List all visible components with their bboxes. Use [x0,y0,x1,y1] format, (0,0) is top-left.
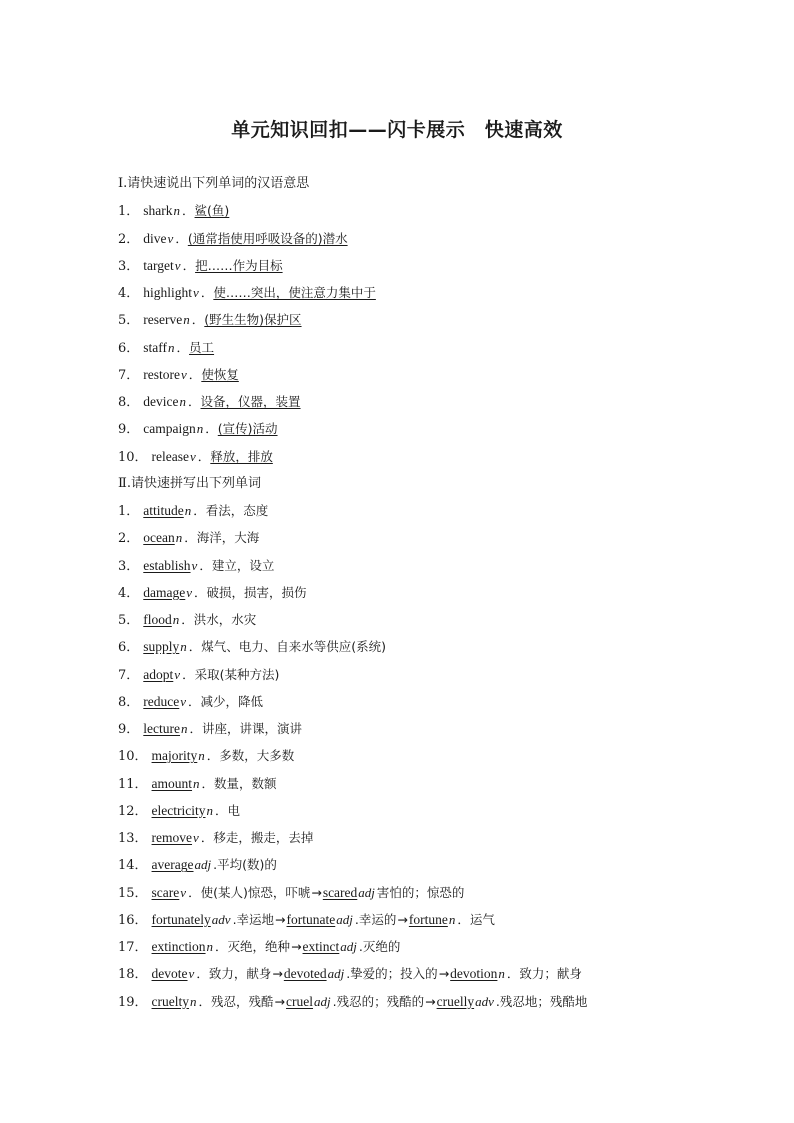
chinese-meaning: ．洪水，水灾 [181,612,257,627]
document-body [118,170,738,1015]
spelled-word-answer: establish [143,557,191,573]
separator: ． [188,366,202,382]
english-word: restore [143,366,181,382]
part-of-speech: n [196,421,204,437]
part-of-speech: v [180,693,187,709]
part-of-speech: adv [475,993,494,1009]
spelled-word-answer: fortunate [286,911,336,927]
part-of-speech: n [173,203,181,219]
list-item [118,225,738,252]
chinese-meaning-answer: 使……突出，使注意力集中于 [213,285,376,300]
chinese-meaning-answer: (宣传)活动 [217,421,278,437]
separator: ． [175,230,188,246]
chinese-meaning: ．多数，大多数 [206,748,295,764]
list-item [118,933,738,960]
spelled-word-answer: devotion [450,966,498,982]
list-item [118,524,738,551]
separator: ． [182,203,195,219]
list-item [118,742,738,769]
part-of-speech: n [175,530,183,546]
separator: ． [191,312,205,328]
derivation-arrow: → [438,966,450,982]
spelled-word-answer: flood [143,612,172,627]
item-number: 6． [118,640,140,656]
separator: ． [200,285,214,300]
spelled-word-answer: ocean [143,530,175,546]
spelled-word-answer: lecture [143,721,181,736]
spelled-word-answer: fortunately [151,911,211,927]
spelled-word-answer: scared [322,884,358,900]
spelled-word-answer: scare [151,884,180,900]
separator: ． [197,448,211,464]
english-word: release [151,448,190,464]
chinese-meaning: .残忍的；残酷的 [332,993,425,1009]
chinese-meaning: ．数量，数额 [201,775,277,791]
item-number: 11． [118,776,148,792]
chinese-meaning: ．移走，搬走，去掉 [200,830,314,845]
part-of-speech: n [183,312,190,328]
chinese-meaning: ．致力，献身 [196,966,272,982]
part-of-speech: n [193,775,200,791]
chinese-meaning: ．讲座，讲课，演讲 [189,721,303,736]
list-item [118,688,738,715]
derivation-arrow: → [425,993,436,1009]
item-number: 18． [118,967,148,983]
list-item [118,851,738,878]
chinese-meaning-answer: 设备，仪器，装置 [200,394,301,409]
part-of-speech: adj [314,993,331,1009]
chinese-meaning-answer: 释放，排放 [210,448,273,464]
list-item [118,579,738,606]
part-of-speech: n [179,394,187,409]
derivation-arrow: → [272,966,283,982]
item-number: 9． [118,722,140,737]
chinese-meaning-answer: (野生生物)保护区 [204,312,302,328]
spelled-word-answer: average [151,857,194,873]
item-number: 19． [118,994,148,1010]
chinese-meaning: .灭绝的 [358,939,401,954]
item-number: 13． [118,831,148,846]
spelled-word-answer: devoted [283,966,327,982]
item-number: 9． [118,422,140,438]
chinese-meaning: .挚爱的；投入的 [346,966,438,982]
spelled-word-answer: fortune [408,911,448,927]
spelled-word-answer: adopt [143,666,174,682]
derivation-arrow: → [274,993,286,1009]
spelled-word-answer: extinct [302,939,340,954]
spelled-word-answer: supply [143,639,180,655]
item-number: 4． [118,585,140,601]
part-of-speech: adj [194,857,212,873]
derivation-arrow: → [311,884,322,900]
item-number: 7． [118,367,140,383]
list-item [118,497,738,524]
chinese-meaning: ．残忍，残酷 [198,993,274,1009]
part-of-speech: n [498,966,505,982]
chinese-meaning: ．灭绝，绝种 [215,939,291,954]
part-of-speech: v [191,557,198,573]
separator: ． [176,339,190,355]
spelled-word-answer: cruelly [436,993,475,1009]
part-of-speech: v [167,230,174,246]
chinese-meaning: ．海洋，大海 [184,530,260,546]
part-of-speech: n [206,802,214,818]
chinese-meaning: .残忍地；残酷地 [495,993,588,1009]
spelled-word-answer: devote [151,966,188,982]
separator: ． [182,257,196,273]
list-item [118,443,738,470]
chinese-meaning-answer: 把……作为目标 [195,257,283,273]
chinese-meaning: ．电 [215,802,241,818]
english-word: shark [143,203,173,219]
part-of-speech: n [206,939,214,954]
list-item [118,770,738,797]
english-word: campaign [143,421,196,437]
list-item [118,361,738,388]
item-number: 15． [118,885,148,901]
chinese-meaning: ．减少，降低 [188,693,264,709]
english-word: highlight [143,285,193,300]
list-item [118,879,738,906]
chinese-meaning: 害怕的；惊恐的 [376,884,465,900]
list-item [118,606,738,633]
chinese-meaning-answer: 员工 [189,339,215,355]
part-of-speech: v [193,285,199,300]
chinese-meaning: ．破损，损害，损伤 [194,584,307,600]
part-of-speech: n [184,503,192,518]
chinese-meaning: ．使(某人)惊恐，吓唬 [188,884,311,900]
spelled-word-answer: reduce [143,693,180,709]
list-item [118,824,738,851]
part-of-speech: n [448,911,456,927]
derivation-arrow: → [291,939,302,954]
section-2-list [118,497,738,1015]
list-item [118,633,738,660]
part-of-speech: adj [358,884,375,900]
part-of-speech: v [181,366,187,382]
list-item [118,279,738,306]
item-number: 2． [118,531,140,547]
chinese-meaning: .幸运地 [232,911,275,927]
chinese-meaning-answer: 鲨(鱼) [194,203,230,219]
item-number: 17． [118,940,148,955]
chinese-meaning-answer: 使恢复 [201,366,239,382]
item-number: 2． [118,231,140,247]
list-item [118,552,738,579]
item-number: 7． [118,667,140,683]
chinese-meaning: ．煤气、电力、自来水等供应(系统) [188,639,387,655]
english-word: reserve [143,312,183,328]
list-item [118,415,738,442]
part-of-speech: adj [340,939,357,954]
english-word: device [143,394,179,409]
item-number: 12． [118,803,148,819]
part-of-speech: adj [336,911,353,927]
list-item [118,306,738,333]
spelled-word-answer: electricity [151,802,206,818]
part-of-speech: v [193,830,199,845]
chinese-meaning: ．采取(某种方法) [182,666,280,682]
list-item [118,906,738,933]
part-of-speech: n [172,612,180,627]
item-number: 8． [118,395,140,410]
spelled-word-answer: amount [151,775,193,791]
item-number: 14． [118,858,148,874]
chinese-meaning: .平均(数)的 [213,857,277,873]
spelled-word-answer: cruel [286,993,314,1009]
spelled-word-answer: cruelty [151,993,190,1009]
part-of-speech: n [198,748,205,764]
part-of-speech: v [180,884,187,900]
part-of-speech: v [188,966,195,982]
english-word: staff [143,339,168,355]
chinese-meaning: .幸运的 [354,911,397,927]
part-of-speech: v [174,666,181,682]
chinese-meaning-answer: (通常指使用呼吸设备的)潜水 [187,230,348,246]
spelled-word-answer: damage [143,584,186,600]
item-number: 3． [118,258,140,274]
separator: ． [188,394,201,409]
list-item [118,661,738,688]
spelled-word-answer: majority [151,748,198,764]
derivation-arrow: → [397,911,408,927]
chinese-meaning: ．看法，态度 [193,503,269,518]
item-number: 1． [118,504,140,519]
chinese-meaning: ．致力；献身 [506,966,582,982]
part-of-speech: n [181,721,188,736]
part-of-speech: v [186,584,193,600]
item-number: 4． [118,286,140,301]
part-of-speech: v [174,257,181,273]
spelled-word-answer: remove [151,830,193,845]
list-item [118,960,738,987]
list-item [118,252,738,279]
spelled-word-answer: attitude [143,503,184,518]
page-title: 单元知识回扣——闪卡展示 快速高效 [231,119,563,141]
item-number: 8． [118,694,140,710]
item-number: 6． [118,340,140,356]
separator: ． [205,421,218,437]
item-number: 3． [118,558,140,574]
list-item [118,797,738,824]
english-word: target [143,257,174,273]
part-of-speech: adj [327,966,345,982]
part-of-speech: adv [211,911,231,927]
english-word: dive [143,230,167,246]
section-1-heading: Ⅰ.请快速说出下列单词的汉语意思 [118,176,310,191]
list-item [118,334,738,361]
list-item [118,715,738,742]
list-item [118,388,738,415]
item-number: 1． [118,204,140,220]
part-of-speech: n [190,993,197,1009]
section-2-heading: Ⅱ.请快速拼写出下列单词 [118,475,261,491]
section-1-list [118,197,738,470]
item-number: 5． [118,313,140,329]
item-number: 10． [118,749,148,765]
list-item [118,197,738,224]
chinese-meaning: ．运气 [457,911,495,927]
item-number: 16． [118,912,148,928]
part-of-speech: n [168,339,175,355]
derivation-arrow: → [275,911,286,927]
item-number: 10． [118,449,148,465]
part-of-speech: n [180,639,187,655]
part-of-speech: v [190,448,196,464]
spelled-word-answer: extinction [151,939,206,954]
item-number: 5． [118,613,140,628]
chinese-meaning: ．建立，设立 [199,557,275,573]
list-item [118,988,738,1015]
